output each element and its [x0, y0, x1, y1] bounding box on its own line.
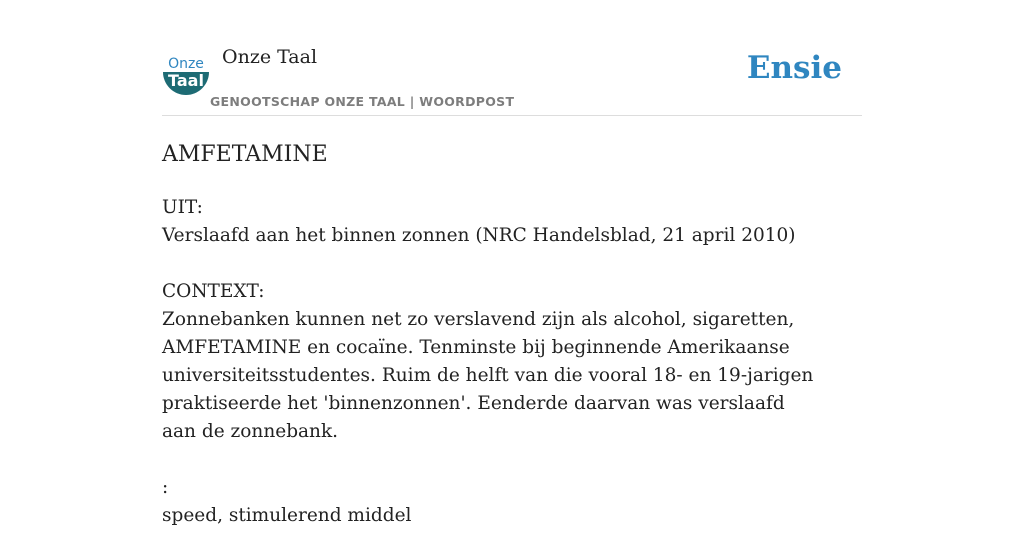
- entry-title: AMFETAMINE: [162, 142, 328, 167]
- definition-text: speed, stimulerend middel: [162, 505, 412, 526]
- site-header: [162, 40, 862, 116]
- context-section: [162, 278, 822, 446]
- source-text: Verslaafd aan het binnen zonnen (NRC Handelsblad, 21 april 2010): [162, 225, 796, 246]
- onze-taal-logo[interactable]: [162, 52, 210, 96]
- context-text: Zonnebanken kunnen net zo verslavend zijn als alcohol, sigaretten, AMFETAMINE en cocaïne. Tenminste bij beginnende Amerikaanse universiteitsstudentes. Ruim de helft van die vooral 18- en 19-jarigen praktiseerde het 'binnenzonnen'. Eenderde daarvan was verslaafd aan de zonnebank.: [162, 309, 814, 442]
- organization-subtitle: GENOOTSCHAP ONZE TAAL | WOORDPOST: [210, 94, 515, 109]
- entry-content: [162, 140, 822, 558]
- context-label: CONTEXT:: [162, 281, 265, 302]
- definition-section: [162, 474, 822, 530]
- source-section: [162, 194, 822, 250]
- logo-bottom-text: Taal: [168, 71, 204, 90]
- source-label: UIT:: [162, 197, 203, 218]
- logo-top-text: Onze: [168, 56, 204, 72]
- ensie-brand-link[interactable]: Ensie: [746, 50, 842, 86]
- definition-label: :: [162, 477, 169, 498]
- organization-name[interactable]: Onze Taal: [222, 46, 318, 68]
